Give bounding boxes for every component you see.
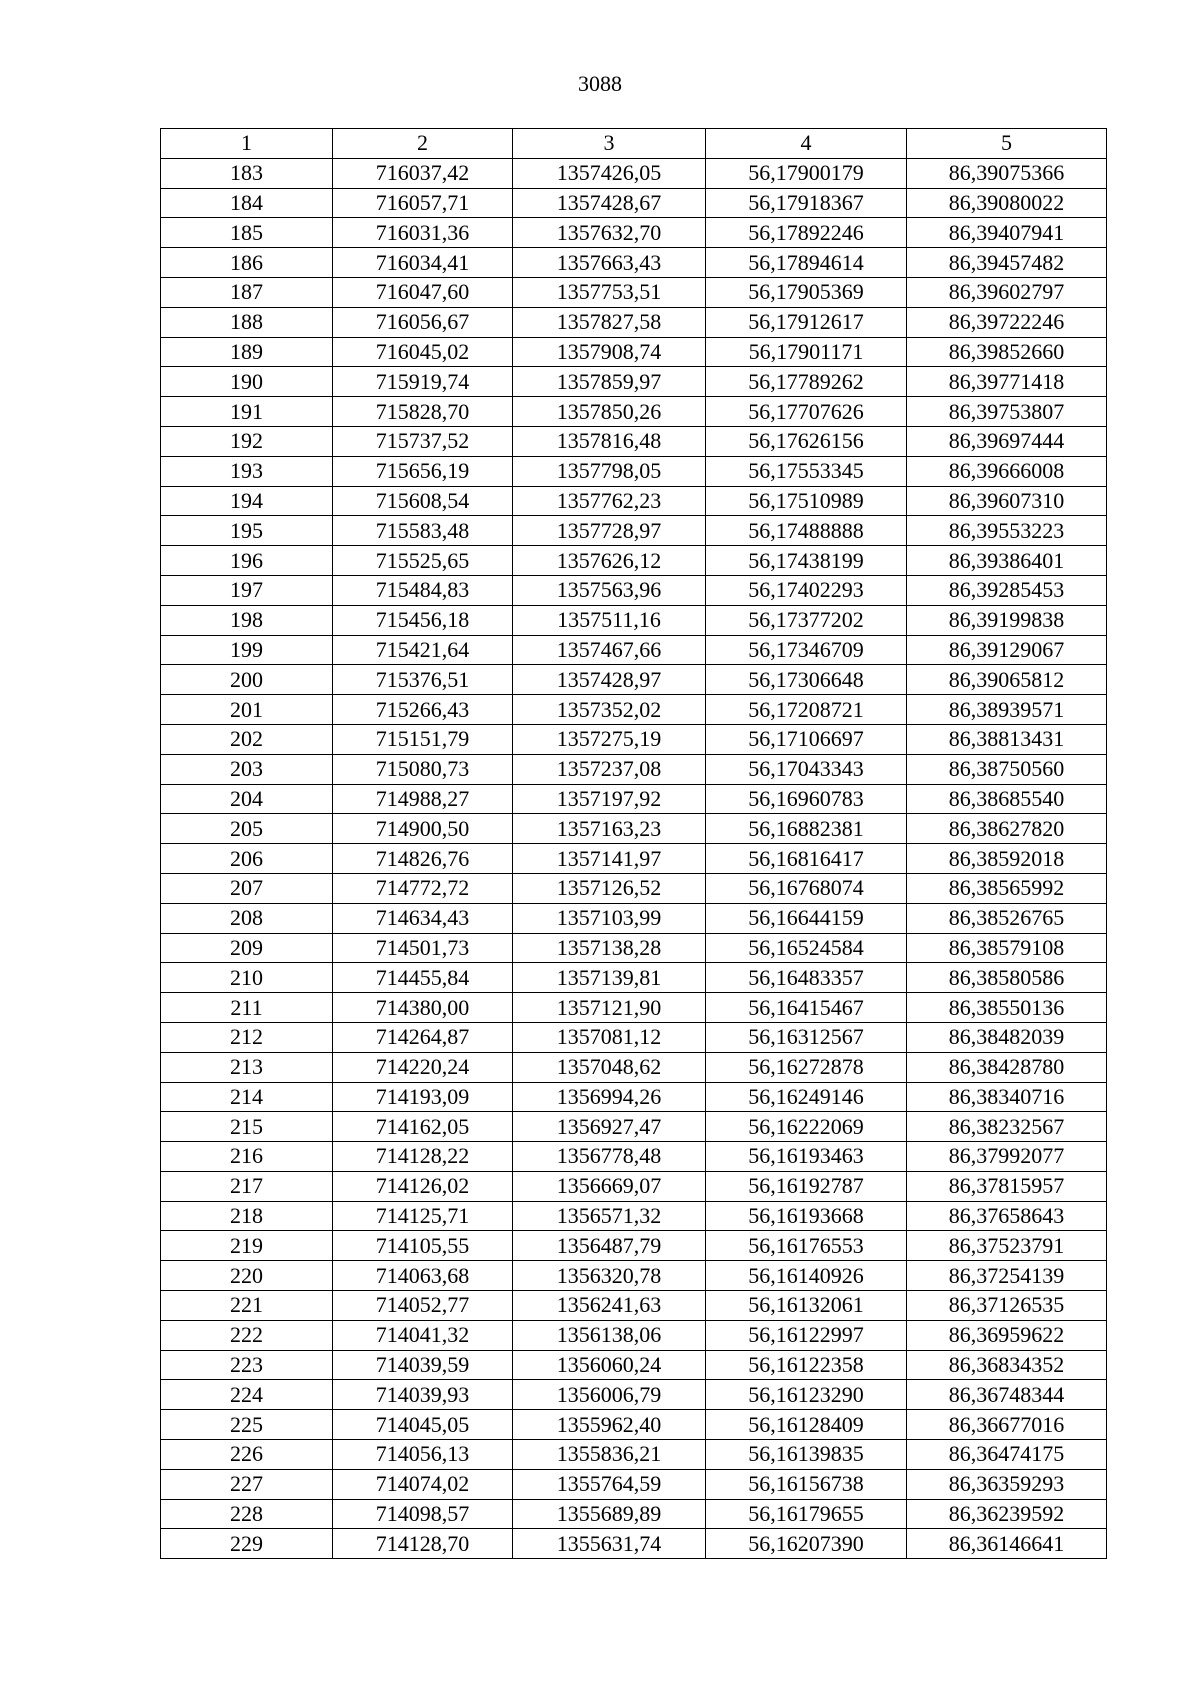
latitude-cell: 56,16768074	[706, 873, 907, 903]
latitude-cell: 56,16644159	[706, 903, 907, 933]
x-coordinate-cell: 715456,18	[333, 605, 513, 635]
column-header-5: 5	[907, 129, 1107, 159]
x-coordinate-cell: 715583,48	[333, 516, 513, 546]
table-row	[161, 1529, 1107, 1559]
table-row	[161, 337, 1107, 367]
latitude-cell: 56,16222069	[706, 1112, 907, 1142]
longitude-cell: 86,39722246	[907, 307, 1107, 337]
point-number-cell: 211	[161, 993, 333, 1023]
point-number-cell: 221	[161, 1291, 333, 1321]
longitude-cell: 86,38565992	[907, 873, 1107, 903]
latitude-cell: 56,16156738	[706, 1469, 907, 1499]
y-coordinate-cell: 1357859,97	[513, 367, 706, 397]
y-coordinate-cell: 1357237,08	[513, 754, 706, 784]
point-number-cell: 184	[161, 188, 333, 218]
x-coordinate-cell: 715525,65	[333, 546, 513, 576]
coordinates-table	[160, 128, 1107, 1559]
y-coordinate-cell: 1357511,16	[513, 605, 706, 635]
x-coordinate-cell: 716045,02	[333, 337, 513, 367]
latitude-cell: 56,17306648	[706, 665, 907, 695]
table-row	[161, 933, 1107, 963]
table-row	[161, 1022, 1107, 1052]
latitude-cell: 56,17346709	[706, 635, 907, 665]
table-row	[161, 158, 1107, 188]
x-coordinate-cell: 716031,36	[333, 218, 513, 248]
point-number-cell: 192	[161, 426, 333, 456]
point-number-cell: 207	[161, 873, 333, 903]
point-number-cell: 200	[161, 665, 333, 695]
x-coordinate-cell: 714128,22	[333, 1142, 513, 1172]
longitude-cell: 86,38579108	[907, 933, 1107, 963]
y-coordinate-cell: 1357428,97	[513, 665, 706, 695]
x-coordinate-cell: 715421,64	[333, 635, 513, 665]
x-coordinate-cell: 716034,41	[333, 248, 513, 278]
table-row	[161, 277, 1107, 307]
y-coordinate-cell: 1357197,92	[513, 784, 706, 814]
latitude-cell: 56,17553345	[706, 456, 907, 486]
point-number-cell: 212	[161, 1022, 333, 1052]
y-coordinate-cell: 1357563,96	[513, 575, 706, 605]
y-coordinate-cell: 1356778,48	[513, 1142, 706, 1172]
longitude-cell: 86,39129067	[907, 635, 1107, 665]
x-coordinate-cell: 714041,32	[333, 1320, 513, 1350]
table-row	[161, 1261, 1107, 1291]
x-coordinate-cell: 715484,83	[333, 575, 513, 605]
longitude-cell: 86,36834352	[907, 1350, 1107, 1380]
y-coordinate-cell: 1357352,02	[513, 695, 706, 725]
table-row	[161, 784, 1107, 814]
x-coordinate-cell: 714125,71	[333, 1201, 513, 1231]
y-coordinate-cell: 1357139,81	[513, 963, 706, 993]
point-number-cell: 217	[161, 1171, 333, 1201]
point-number-cell: 188	[161, 307, 333, 337]
longitude-cell: 86,38482039	[907, 1022, 1107, 1052]
x-coordinate-cell: 714900,50	[333, 814, 513, 844]
y-coordinate-cell: 1356320,78	[513, 1261, 706, 1291]
y-coordinate-cell: 1356927,47	[513, 1112, 706, 1142]
longitude-cell: 86,37126535	[907, 1291, 1107, 1321]
y-coordinate-cell: 1357428,67	[513, 188, 706, 218]
point-number-cell: 198	[161, 605, 333, 635]
longitude-cell: 86,36474175	[907, 1440, 1107, 1470]
table-row	[161, 903, 1107, 933]
x-coordinate-cell: 714380,00	[333, 993, 513, 1023]
point-number-cell: 213	[161, 1052, 333, 1082]
x-coordinate-cell: 714039,59	[333, 1350, 513, 1380]
point-number-cell: 216	[161, 1142, 333, 1172]
x-coordinate-cell: 714126,02	[333, 1171, 513, 1201]
y-coordinate-cell: 1357728,97	[513, 516, 706, 546]
x-coordinate-cell: 714162,05	[333, 1112, 513, 1142]
longitude-cell: 86,38750560	[907, 754, 1107, 784]
longitude-cell: 86,39457482	[907, 248, 1107, 278]
x-coordinate-cell: 715919,74	[333, 367, 513, 397]
latitude-cell: 56,17402293	[706, 575, 907, 605]
x-coordinate-cell: 714826,76	[333, 844, 513, 874]
y-coordinate-cell: 1357275,19	[513, 724, 706, 754]
longitude-cell: 86,38580586	[907, 963, 1107, 993]
latitude-cell: 56,17789262	[706, 367, 907, 397]
longitude-cell: 86,38627820	[907, 814, 1107, 844]
x-coordinate-cell: 714128,70	[333, 1529, 513, 1559]
table-row	[161, 546, 1107, 576]
latitude-cell: 56,17900179	[706, 158, 907, 188]
table-row	[161, 1380, 1107, 1410]
y-coordinate-cell: 1357850,26	[513, 397, 706, 427]
point-number-cell: 224	[161, 1380, 333, 1410]
table-row	[161, 1171, 1107, 1201]
point-number-cell: 186	[161, 248, 333, 278]
x-coordinate-cell: 715608,54	[333, 486, 513, 516]
table-row	[161, 963, 1107, 993]
x-coordinate-cell: 714455,84	[333, 963, 513, 993]
point-number-cell: 204	[161, 784, 333, 814]
latitude-cell: 56,16193668	[706, 1201, 907, 1231]
longitude-cell: 86,39199838	[907, 605, 1107, 635]
table-row	[161, 1142, 1107, 1172]
longitude-cell: 86,37658643	[907, 1201, 1107, 1231]
longitude-cell: 86,39080022	[907, 188, 1107, 218]
table-row	[161, 1201, 1107, 1231]
table-row	[161, 1231, 1107, 1261]
latitude-cell: 56,17905369	[706, 277, 907, 307]
y-coordinate-cell: 1356060,24	[513, 1350, 706, 1380]
table-row	[161, 516, 1107, 546]
longitude-cell: 86,37254139	[907, 1261, 1107, 1291]
longitude-cell: 86,39771418	[907, 367, 1107, 397]
table-row	[161, 754, 1107, 784]
table-row	[161, 426, 1107, 456]
y-coordinate-cell: 1357632,70	[513, 218, 706, 248]
longitude-cell: 86,39407941	[907, 218, 1107, 248]
point-number-cell: 190	[161, 367, 333, 397]
point-number-cell: 183	[161, 158, 333, 188]
y-coordinate-cell: 1357121,90	[513, 993, 706, 1023]
table-row	[161, 844, 1107, 874]
point-number-cell: 228	[161, 1499, 333, 1529]
point-number-cell: 208	[161, 903, 333, 933]
x-coordinate-cell: 716056,67	[333, 307, 513, 337]
point-number-cell: 195	[161, 516, 333, 546]
latitude-cell: 56,17043343	[706, 754, 907, 784]
table-row	[161, 486, 1107, 516]
longitude-cell: 86,39602797	[907, 277, 1107, 307]
x-coordinate-cell: 714634,43	[333, 903, 513, 933]
point-number-cell: 201	[161, 695, 333, 725]
longitude-cell: 86,39852660	[907, 337, 1107, 367]
y-coordinate-cell: 1355962,40	[513, 1410, 706, 1440]
latitude-cell: 56,16272878	[706, 1052, 907, 1082]
point-number-cell: 189	[161, 337, 333, 367]
longitude-cell: 86,36959622	[907, 1320, 1107, 1350]
y-coordinate-cell: 1357103,99	[513, 903, 706, 933]
longitude-cell: 86,39607310	[907, 486, 1107, 516]
x-coordinate-cell: 716047,60	[333, 277, 513, 307]
latitude-cell: 56,16176553	[706, 1231, 907, 1261]
table-row	[161, 724, 1107, 754]
latitude-cell: 56,16249146	[706, 1082, 907, 1112]
table-row	[161, 814, 1107, 844]
y-coordinate-cell: 1357138,28	[513, 933, 706, 963]
x-coordinate-cell: 715656,19	[333, 456, 513, 486]
y-coordinate-cell: 1357426,05	[513, 158, 706, 188]
longitude-cell: 86,38340716	[907, 1082, 1107, 1112]
x-coordinate-cell: 715828,70	[333, 397, 513, 427]
latitude-cell: 56,16816417	[706, 844, 907, 874]
latitude-cell: 56,16882381	[706, 814, 907, 844]
longitude-cell: 86,36239592	[907, 1499, 1107, 1529]
table-row	[161, 1499, 1107, 1529]
point-number-cell: 226	[161, 1440, 333, 1470]
longitude-cell: 86,38232567	[907, 1112, 1107, 1142]
table-row	[161, 248, 1107, 278]
latitude-cell: 56,16415467	[706, 993, 907, 1023]
table-header	[161, 129, 1107, 159]
y-coordinate-cell: 1356006,79	[513, 1380, 706, 1410]
y-coordinate-cell: 1356241,63	[513, 1291, 706, 1321]
y-coordinate-cell: 1357827,58	[513, 307, 706, 337]
point-number-cell: 227	[161, 1469, 333, 1499]
table-row	[161, 665, 1107, 695]
point-number-cell: 225	[161, 1410, 333, 1440]
y-coordinate-cell: 1357908,74	[513, 337, 706, 367]
table-row	[161, 397, 1107, 427]
latitude-cell: 56,17918367	[706, 188, 907, 218]
x-coordinate-cell: 714039,93	[333, 1380, 513, 1410]
table-row	[161, 367, 1107, 397]
longitude-cell: 86,39386401	[907, 546, 1107, 576]
longitude-cell: 86,37992077	[907, 1142, 1107, 1172]
latitude-cell: 56,16960783	[706, 784, 907, 814]
latitude-cell: 56,17894614	[706, 248, 907, 278]
longitude-cell: 86,36748344	[907, 1380, 1107, 1410]
longitude-cell: 86,37815957	[907, 1171, 1107, 1201]
point-number-cell: 229	[161, 1529, 333, 1559]
x-coordinate-cell: 714074,02	[333, 1469, 513, 1499]
table-row	[161, 218, 1107, 248]
x-coordinate-cell: 715080,73	[333, 754, 513, 784]
point-number-cell: 196	[161, 546, 333, 576]
y-coordinate-cell: 1357626,12	[513, 546, 706, 576]
table-row	[161, 1082, 1107, 1112]
table-row	[161, 1320, 1107, 1350]
y-coordinate-cell: 1356487,79	[513, 1231, 706, 1261]
table-row	[161, 1469, 1107, 1499]
latitude-cell: 56,17208721	[706, 695, 907, 725]
y-coordinate-cell: 1357126,52	[513, 873, 706, 903]
latitude-cell: 56,16192787	[706, 1171, 907, 1201]
table-row	[161, 456, 1107, 486]
point-number-cell: 223	[161, 1350, 333, 1380]
point-number-cell: 193	[161, 456, 333, 486]
latitude-cell: 56,17438199	[706, 546, 907, 576]
point-number-cell: 203	[161, 754, 333, 784]
x-coordinate-cell: 714501,73	[333, 933, 513, 963]
latitude-cell: 56,17626156	[706, 426, 907, 456]
x-coordinate-cell: 716057,71	[333, 188, 513, 218]
latitude-cell: 56,16123290	[706, 1380, 907, 1410]
latitude-cell: 56,17510989	[706, 486, 907, 516]
y-coordinate-cell: 1356669,07	[513, 1171, 706, 1201]
y-coordinate-cell: 1357048,62	[513, 1052, 706, 1082]
y-coordinate-cell: 1355836,21	[513, 1440, 706, 1470]
y-coordinate-cell: 1355631,74	[513, 1529, 706, 1559]
table-row	[161, 605, 1107, 635]
point-number-cell: 194	[161, 486, 333, 516]
latitude-cell: 56,16207390	[706, 1529, 907, 1559]
y-coordinate-cell: 1357141,97	[513, 844, 706, 874]
column-header-4: 4	[706, 129, 907, 159]
x-coordinate-cell: 714052,77	[333, 1291, 513, 1321]
point-number-cell: 214	[161, 1082, 333, 1112]
x-coordinate-cell: 715266,43	[333, 695, 513, 725]
latitude-cell: 56,16312567	[706, 1022, 907, 1052]
latitude-cell: 56,16193463	[706, 1142, 907, 1172]
latitude-cell: 56,16122997	[706, 1320, 907, 1350]
longitude-cell: 86,39065812	[907, 665, 1107, 695]
table-row	[161, 993, 1107, 1023]
longitude-cell: 86,38428780	[907, 1052, 1107, 1082]
latitude-cell: 56,16140926	[706, 1261, 907, 1291]
table-row	[161, 1440, 1107, 1470]
longitude-cell: 86,38526765	[907, 903, 1107, 933]
y-coordinate-cell: 1355764,59	[513, 1469, 706, 1499]
y-coordinate-cell: 1357163,23	[513, 814, 706, 844]
x-coordinate-cell: 714045,05	[333, 1410, 513, 1440]
x-coordinate-cell: 714988,27	[333, 784, 513, 814]
coordinates-table-container	[160, 128, 1107, 1559]
y-coordinate-cell: 1357081,12	[513, 1022, 706, 1052]
latitude-cell: 56,16122358	[706, 1350, 907, 1380]
y-coordinate-cell: 1357753,51	[513, 277, 706, 307]
latitude-cell: 56,16132061	[706, 1291, 907, 1321]
longitude-cell: 86,38550136	[907, 993, 1107, 1023]
point-number-cell: 197	[161, 575, 333, 605]
point-number-cell: 206	[161, 844, 333, 874]
latitude-cell: 56,16524584	[706, 933, 907, 963]
longitude-cell: 86,36146641	[907, 1529, 1107, 1559]
latitude-cell: 56,16128409	[706, 1410, 907, 1440]
point-number-cell: 209	[161, 933, 333, 963]
latitude-cell: 56,17106697	[706, 724, 907, 754]
longitude-cell: 86,38685540	[907, 784, 1107, 814]
longitude-cell: 86,39666008	[907, 456, 1107, 486]
longitude-cell: 86,39553223	[907, 516, 1107, 546]
latitude-cell: 56,16179655	[706, 1499, 907, 1529]
point-number-cell: 222	[161, 1320, 333, 1350]
latitude-cell: 56,17488888	[706, 516, 907, 546]
point-number-cell: 219	[161, 1231, 333, 1261]
longitude-cell: 86,36677016	[907, 1410, 1107, 1440]
table-body	[161, 158, 1107, 1558]
longitude-cell: 86,39697444	[907, 426, 1107, 456]
table-row	[161, 1291, 1107, 1321]
longitude-cell: 86,39075366	[907, 158, 1107, 188]
column-header-3: 3	[513, 129, 706, 159]
y-coordinate-cell: 1356994,26	[513, 1082, 706, 1112]
table-row	[161, 1112, 1107, 1142]
x-coordinate-cell: 715737,52	[333, 426, 513, 456]
point-number-cell: 187	[161, 277, 333, 307]
page-number: 3088	[578, 71, 622, 96]
point-number-cell: 210	[161, 963, 333, 993]
y-coordinate-cell: 1357663,43	[513, 248, 706, 278]
column-header-2: 2	[333, 129, 513, 159]
latitude-cell: 56,17901171	[706, 337, 907, 367]
table-row	[161, 873, 1107, 903]
y-coordinate-cell: 1356138,06	[513, 1320, 706, 1350]
latitude-cell: 56,17892246	[706, 218, 907, 248]
latitude-cell: 56,17912617	[706, 307, 907, 337]
y-coordinate-cell: 1357467,66	[513, 635, 706, 665]
x-coordinate-cell: 714772,72	[333, 873, 513, 903]
longitude-cell: 86,37523791	[907, 1231, 1107, 1261]
longitude-cell: 86,36359293	[907, 1469, 1107, 1499]
longitude-cell: 86,39753807	[907, 397, 1107, 427]
table-row	[161, 307, 1107, 337]
point-number-cell: 205	[161, 814, 333, 844]
table-row	[161, 575, 1107, 605]
point-number-cell: 202	[161, 724, 333, 754]
longitude-cell: 86,38592018	[907, 844, 1107, 874]
y-coordinate-cell: 1355689,89	[513, 1499, 706, 1529]
header-row	[161, 129, 1107, 159]
x-coordinate-cell: 714056,13	[333, 1440, 513, 1470]
table-row	[161, 1350, 1107, 1380]
x-coordinate-cell: 714105,55	[333, 1231, 513, 1261]
table-row	[161, 1052, 1107, 1082]
table-row	[161, 635, 1107, 665]
y-coordinate-cell: 1357762,23	[513, 486, 706, 516]
x-coordinate-cell: 716037,42	[333, 158, 513, 188]
point-number-cell: 218	[161, 1201, 333, 1231]
x-coordinate-cell: 714098,57	[333, 1499, 513, 1529]
x-coordinate-cell: 714264,87	[333, 1022, 513, 1052]
x-coordinate-cell: 714193,09	[333, 1082, 513, 1112]
y-coordinate-cell: 1357798,05	[513, 456, 706, 486]
x-coordinate-cell: 714220,24	[333, 1052, 513, 1082]
latitude-cell: 56,17707626	[706, 397, 907, 427]
table-row	[161, 188, 1107, 218]
x-coordinate-cell: 714063,68	[333, 1261, 513, 1291]
longitude-cell: 86,38813431	[907, 724, 1107, 754]
y-coordinate-cell: 1357816,48	[513, 426, 706, 456]
longitude-cell: 86,39285453	[907, 575, 1107, 605]
latitude-cell: 56,16139835	[706, 1440, 907, 1470]
x-coordinate-cell: 715151,79	[333, 724, 513, 754]
point-number-cell: 185	[161, 218, 333, 248]
table-row	[161, 1410, 1107, 1440]
x-coordinate-cell: 715376,51	[333, 665, 513, 695]
point-number-cell: 215	[161, 1112, 333, 1142]
latitude-cell: 56,17377202	[706, 605, 907, 635]
point-number-cell: 191	[161, 397, 333, 427]
y-coordinate-cell: 1356571,32	[513, 1201, 706, 1231]
table-row	[161, 695, 1107, 725]
point-number-cell: 199	[161, 635, 333, 665]
point-number-cell: 220	[161, 1261, 333, 1291]
longitude-cell: 86,38939571	[907, 695, 1107, 725]
latitude-cell: 56,16483357	[706, 963, 907, 993]
column-header-1: 1	[161, 129, 333, 159]
